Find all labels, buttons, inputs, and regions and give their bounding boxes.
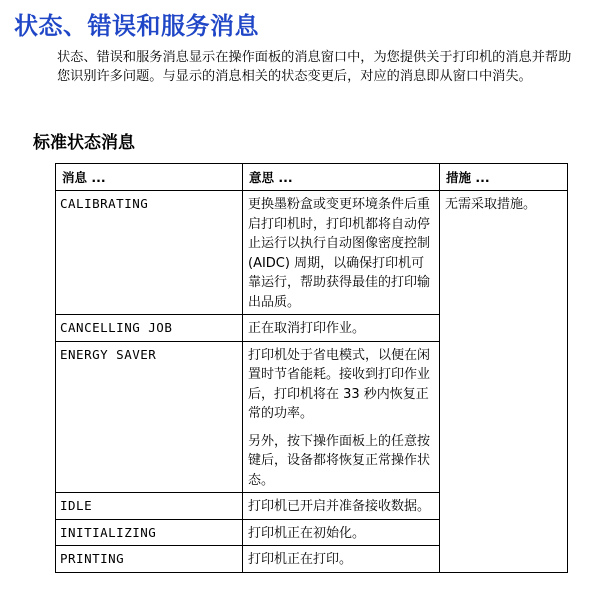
meaning-text: 正在取消打印作业。 xyxy=(248,321,366,336)
section-title: 标准状态消息 xyxy=(33,133,135,153)
message-code: IDLE xyxy=(56,493,243,520)
message-code: CANCELLING JOB xyxy=(56,315,243,342)
meaning-text: 打印机已开启并准备接收数据。 xyxy=(248,499,431,514)
message-meaning xyxy=(243,191,440,315)
message-meaning xyxy=(243,546,440,573)
status-message-table xyxy=(55,163,568,573)
message-meaning xyxy=(243,493,440,520)
action-cell: 无需采取措施。 xyxy=(440,191,568,573)
message-code: CALIBRATING xyxy=(56,191,243,315)
meaning-text: 打印机处于省电模式，以便在闲置时节省能耗。接收到打印作业后，打印机将在 33 秒内恢复正常的功率。 xyxy=(248,347,431,421)
meaning-text: 另外，按下操作面板上的任意按键后，设备都将恢复正常操作状态。 xyxy=(248,433,431,488)
message-meaning xyxy=(243,519,440,546)
meaning-text: 更换墨粉盒或变更环境条件后重启打印机时，打印机都将自动停止运行以执行自动图像密度控制 (AIDC) 周期，以确保打印机可靠运行，帮助获得最佳的打印输出品质。 xyxy=(248,197,431,310)
header-meaning: 意思 ... xyxy=(243,164,440,191)
table-header-row xyxy=(56,164,568,191)
message-meaning xyxy=(243,341,440,493)
message-code: ENERGY SAVER xyxy=(56,341,243,493)
header-action: 措施 ... xyxy=(440,164,568,191)
intro-paragraph: 状态、错误和服务消息显示在操作面板的消息窗口中，为您提供关于打印机的消息并帮助您识别许多问题。与显示的消息相关的状态变更后，对应的消息即从窗口中消失。 xyxy=(57,50,572,84)
message-code: PRINTING xyxy=(56,546,243,573)
meaning-text: 打印机正在初始化。 xyxy=(248,525,366,541)
meaning-text: 打印机正在打印。 xyxy=(248,552,353,567)
message-code: INITIALIZING xyxy=(56,519,243,546)
page-title: 状态、错误和服务消息 xyxy=(14,12,259,40)
header-message: 消息 ... xyxy=(56,164,243,191)
table-row xyxy=(56,191,568,315)
message-meaning xyxy=(243,315,440,342)
